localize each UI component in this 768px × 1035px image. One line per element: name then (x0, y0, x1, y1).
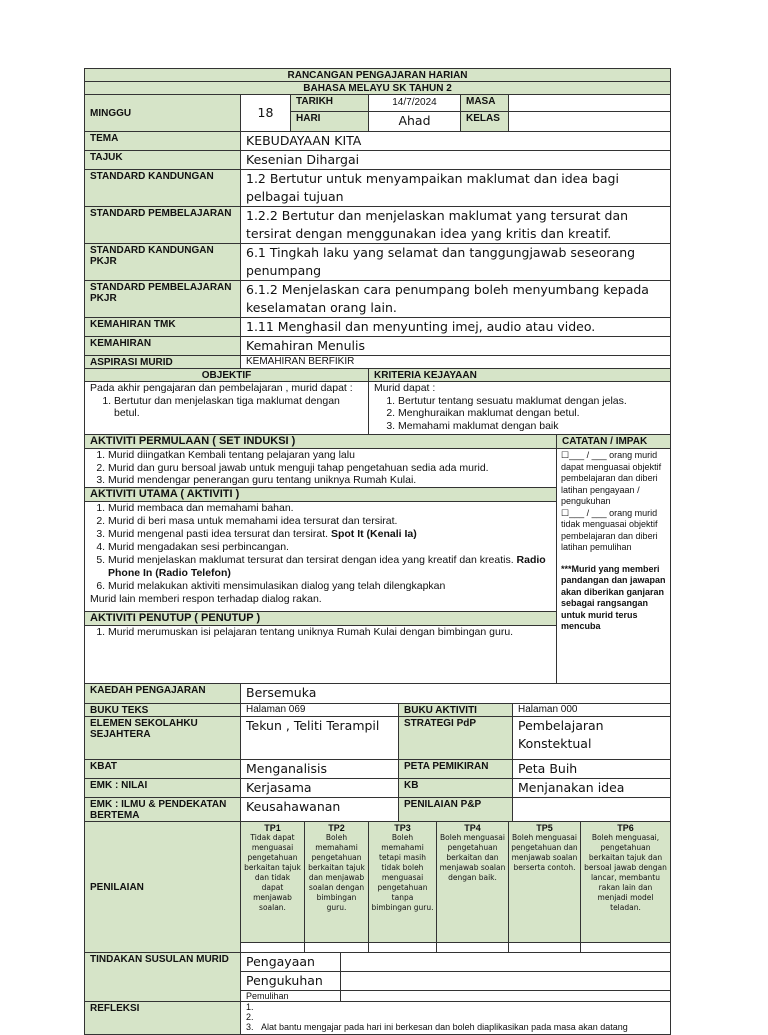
kb-label: KB (399, 779, 513, 798)
aktiviti-table (84, 434, 671, 684)
tarikh-label: TARIKH (291, 95, 369, 112)
utama-item: 6. Murid melakukan aktiviti mensimulasikan dialog yang telah dilengkapkan (108, 580, 551, 593)
objektif-table (84, 368, 671, 435)
tp1-cell (241, 822, 305, 943)
utama-item: 3. Murid mengenal pasti idea tersurat dan tersirat. Spot It (Kenali Ia) (108, 528, 551, 541)
penilaian-pp-label: PENILAIAN P&P (399, 798, 513, 822)
tp6-mark[interactable] (581, 943, 671, 953)
standard-kandungan-value: 1.2 Bertutur untuk menyampaikan maklumat dan idea bagi pelbagai tujuan (241, 170, 671, 207)
peta-value: Peta Buih (513, 760, 671, 779)
aspirasi-label: ASPIRASI MURID (85, 356, 241, 369)
page-title: RANCANGAN PENGAJARAN HARIAN (85, 69, 671, 82)
tp1-mark[interactable] (241, 943, 305, 953)
sk-pkjr-label: STANDARD KANDUNGAN PKJR (85, 244, 241, 281)
kbat-value: Menganalisis (241, 760, 399, 779)
tp2-mark[interactable] (305, 943, 369, 953)
tp3-head: TP3 (394, 823, 411, 833)
tp5-mark[interactable] (509, 943, 581, 953)
tindakan-pengayaan: Pengayaan (241, 953, 341, 972)
tindakan-pemulihan-space[interactable] (341, 991, 671, 1002)
utama-cell (85, 502, 557, 612)
penutup-label: AKTIVITI PENUTUP ( PENUTUP ) (85, 612, 557, 626)
tp1-desc: Tidak dapat menguasai pengetahuan berkaitan tajuk dan tidak dapat menjawab soalan. (244, 833, 301, 912)
penutup-item: 1. Murid merumuskan isi pelajaran tentang uniknya Rumah Kulai dengan bimbingan guru. (108, 626, 551, 639)
buku-teks-label: BUKU TEKS (85, 704, 241, 717)
catatan-cell (557, 449, 671, 684)
utama-item: 4. Murid mengadakan sesi perbincangan. (108, 541, 551, 554)
utama-item: 2. Murid di beri masa untuk memahami idea tersurat dan tersirat. (108, 515, 551, 528)
tp6-head: TP6 (617, 823, 634, 833)
tajuk-value: Kesenian Dihargai (241, 151, 671, 170)
elemen-label: ELEMEN SEKOLAHKU SEJAHTERA (85, 717, 241, 760)
tema-label: TEMA (85, 132, 241, 151)
permulaan-item: 1. Murid diingatkan Kembali tentang pelajaran yang lalu (108, 449, 551, 462)
buku-teks-value: Halaman 069 (241, 704, 399, 717)
utama-item: 5. Murid menjelaskan maklumat tersurat dan tersirat dengan idea yang kreatif dan kreatis. Radio Phone In (Radio Telefon) (108, 554, 551, 580)
standard-kandungan-label: STANDARD KANDUNGAN (85, 170, 241, 207)
hari-label: HARI (291, 112, 369, 132)
peta-label: PETA PEMIKIRAN (399, 760, 513, 779)
strategi-label: STRATEGI PdP (399, 717, 513, 760)
minggu-value: 18 (241, 95, 291, 132)
kriteria-cell (369, 382, 671, 435)
permulaan-item: 3. Murid mendengar penerangan guru tentang uniknya Rumah Kulai. (108, 474, 551, 487)
tajuk-label: TAJUK (85, 151, 241, 170)
tp4-head: TP4 (464, 823, 481, 833)
tp5-cell (509, 822, 581, 943)
kaedah-label: KAEDAH PENGAJARAN (85, 684, 241, 704)
utama-extra: Murid lain memberi respon terhadap dialog rakan. (90, 593, 322, 605)
aspirasi-value: KEMAHIRAN BERFIKIR (241, 356, 671, 369)
tp4-mark[interactable] (437, 943, 509, 953)
refleksi-item: 3. Alat bantu mengajar pada hari ini berkesan dan boleh diaplikasikan pada masa akan datang (256, 1022, 665, 1032)
tindakan-pemulihan: Pemulihan (241, 991, 341, 1002)
utama-item: 1. Murid membaca dan memahami bahan. (108, 502, 551, 515)
standard-pembelajaran-value: 1.2.2 Bertutur dan menjelaskan maklumat yang tersurat dan tersirat dengan menggunakan idea yang kritis dan kreatif. (241, 207, 671, 244)
kemahiran-value: Kemahiran Menulis (241, 337, 671, 356)
sp-pkjr-value: 6.1.2 Menjelaskan cara penumpang boleh menyumbang kepada keselamatan orang lain. (241, 281, 671, 318)
standard-pembelajaran-label: STANDARD PEMBELAJARAN (85, 207, 241, 244)
sp-pkjr-label: STANDARD PEMBELAJARAN PKJR (85, 281, 241, 318)
tp2-desc: Boleh memahami pengetahuan berkaitan tajuk dan menjawab soalan dengan bimbingan guru. (308, 833, 365, 912)
penutup-cell (85, 626, 557, 684)
kriteria-item: 1. Bertutur tentang sesuatu maklumat dengan jelas. (398, 395, 665, 408)
strategi-value: Pembelajaran Konstektual (513, 717, 671, 760)
tp3-desc: Boleh memahami tetapi masih tidak boleh menguasai pengetahuan tanpa bimbingan guru. (371, 833, 434, 912)
penilaian-pp-value (513, 798, 671, 822)
tindakan-label: TINDAKAN SUSULAN MURID (85, 953, 241, 1002)
kb-value: Menjanakan idea (513, 779, 671, 798)
catatan-label: CATATAN / IMPAK (557, 435, 671, 449)
buku-aktiviti-label: BUKU AKTIVITI (399, 704, 513, 717)
refleksi-item (256, 1002, 665, 1012)
tp3-mark[interactable] (369, 943, 437, 953)
kemahiran-label: KEMAHIRAN (85, 337, 241, 356)
kriteria-label: KRITERIA KEJAYAAN (369, 369, 671, 382)
tindakan-pengukuhan: Pengukuhan (241, 972, 341, 991)
sk-pkjr-value: 6.1 Tingkah laku yang selamat dan tanggungjawab seseorang penumpang (241, 244, 671, 281)
penilaian-label: PENILAIAN (85, 822, 241, 953)
permulaan-item: 2. Murid dan guru bersoal jawab untuk menguji tahap pengetahuan sedia ada murid. (108, 462, 551, 475)
objektif-item: 1. Bertutur dan menjelaskan tiga maklumat dengan betul. (114, 395, 363, 420)
masa-value (509, 95, 671, 112)
tema-value: KEBUDAYAAN KITA (241, 132, 671, 151)
kriteria-item: 3. Memahami maklumat dengan baik (398, 420, 665, 433)
emk-nilai-value: Kerjasama (241, 779, 399, 798)
tp4-desc: Boleh menguasai pengetahuan berkaitan dan menjawab soalan dengan baik. (439, 833, 506, 882)
page-subtitle: BAHASA MELAYU SK TAHUN 2 (85, 82, 671, 95)
minggu-label: MINGGU (85, 95, 241, 132)
tindakan-pengukuhan-space[interactable] (341, 972, 671, 991)
refleksi-label: REFLEKSI (85, 1002, 241, 1035)
lesson-plan-sheet (84, 68, 670, 1035)
tp5-desc: Boleh menguasai pengetahuan dan menjawab soalan berserta contoh. (511, 833, 578, 872)
permulaan-cell (85, 449, 557, 488)
permulaan-label: AKTIVITI PERMULAAN ( SET INDUKSI ) (85, 435, 557, 449)
refleksi-item (256, 1012, 665, 1022)
tp3-cell (369, 822, 437, 943)
tindakan-pengayaan-space[interactable] (341, 953, 671, 972)
tindakan-table (84, 952, 671, 1035)
tp6-desc: Boleh menguasai, pengetahuan berkaitan tajuk dan bersoal jawab dengan lancar, membantu rakan lain dan menjadi model teladan. (584, 833, 667, 912)
tp2-head: TP2 (328, 823, 345, 833)
masa-label: MASA (461, 95, 509, 112)
refleksi-cell (241, 1002, 671, 1035)
tarikh-value: 14/7/2024 (369, 95, 461, 112)
elemen-value: Tekun , Teliti Terampil (241, 717, 399, 760)
top-table (84, 68, 671, 369)
bottom-table (84, 683, 671, 822)
buku-aktiviti-value: Halaman 000 (513, 704, 671, 717)
kriteria-intro: Murid dapat : (374, 382, 436, 394)
catatan-text-2: ☐___ / ___ orang murid tidak menguasai objektif pembelajaran dan diberi latihan pemulihan (561, 507, 658, 552)
tp6-cell (581, 822, 671, 943)
catatan-note: ***Murid yang memberi pandangan dan jawapan akan diberikan ganjaran sebagai rangsangan untuk murid terus mencuba (561, 563, 666, 631)
kelas-value (509, 112, 671, 132)
objektif-cell (85, 382, 369, 435)
emk-nilai-label: EMK : NILAI (85, 779, 241, 798)
emk-ilmu-value: Keusahawanan (241, 798, 399, 822)
tp2-cell (305, 822, 369, 943)
catatan-text-1: ☐___ / ___ orang murid dapat menguasai objektif pembelajaran dan diberi latihan pengayaan / pengukuhan (561, 450, 662, 506)
penilaian-table (84, 821, 671, 953)
kemahiran-tmk-value: 1.11 Menghasil dan menyunting imej, audio atau video. (241, 318, 671, 337)
utama-label: AKTIVITI UTAMA ( AKTIVITI ) (85, 488, 557, 502)
kbat-label: KBAT (85, 760, 241, 779)
kelas-label: KELAS (461, 112, 509, 132)
objektif-label: OBJEKTIF (85, 369, 369, 382)
tp5-head: TP5 (536, 823, 553, 833)
objektif-intro: Pada akhir pengajaran dan pembelajaran , murid dapat : (90, 382, 353, 394)
hari-value: Ahad (369, 112, 461, 132)
kaedah-value: Bersemuka (241, 684, 671, 704)
kemahiran-tmk-label: KEMAHIRAN TMK (85, 318, 241, 337)
emk-ilmu-label: EMK : ILMU & PENDEKATAN BERTEMA (85, 798, 241, 822)
tp4-cell (437, 822, 509, 943)
kriteria-item: 2. Menghuraikan maklumat dengan betul. (398, 407, 665, 420)
tp1-head: TP1 (264, 823, 281, 833)
